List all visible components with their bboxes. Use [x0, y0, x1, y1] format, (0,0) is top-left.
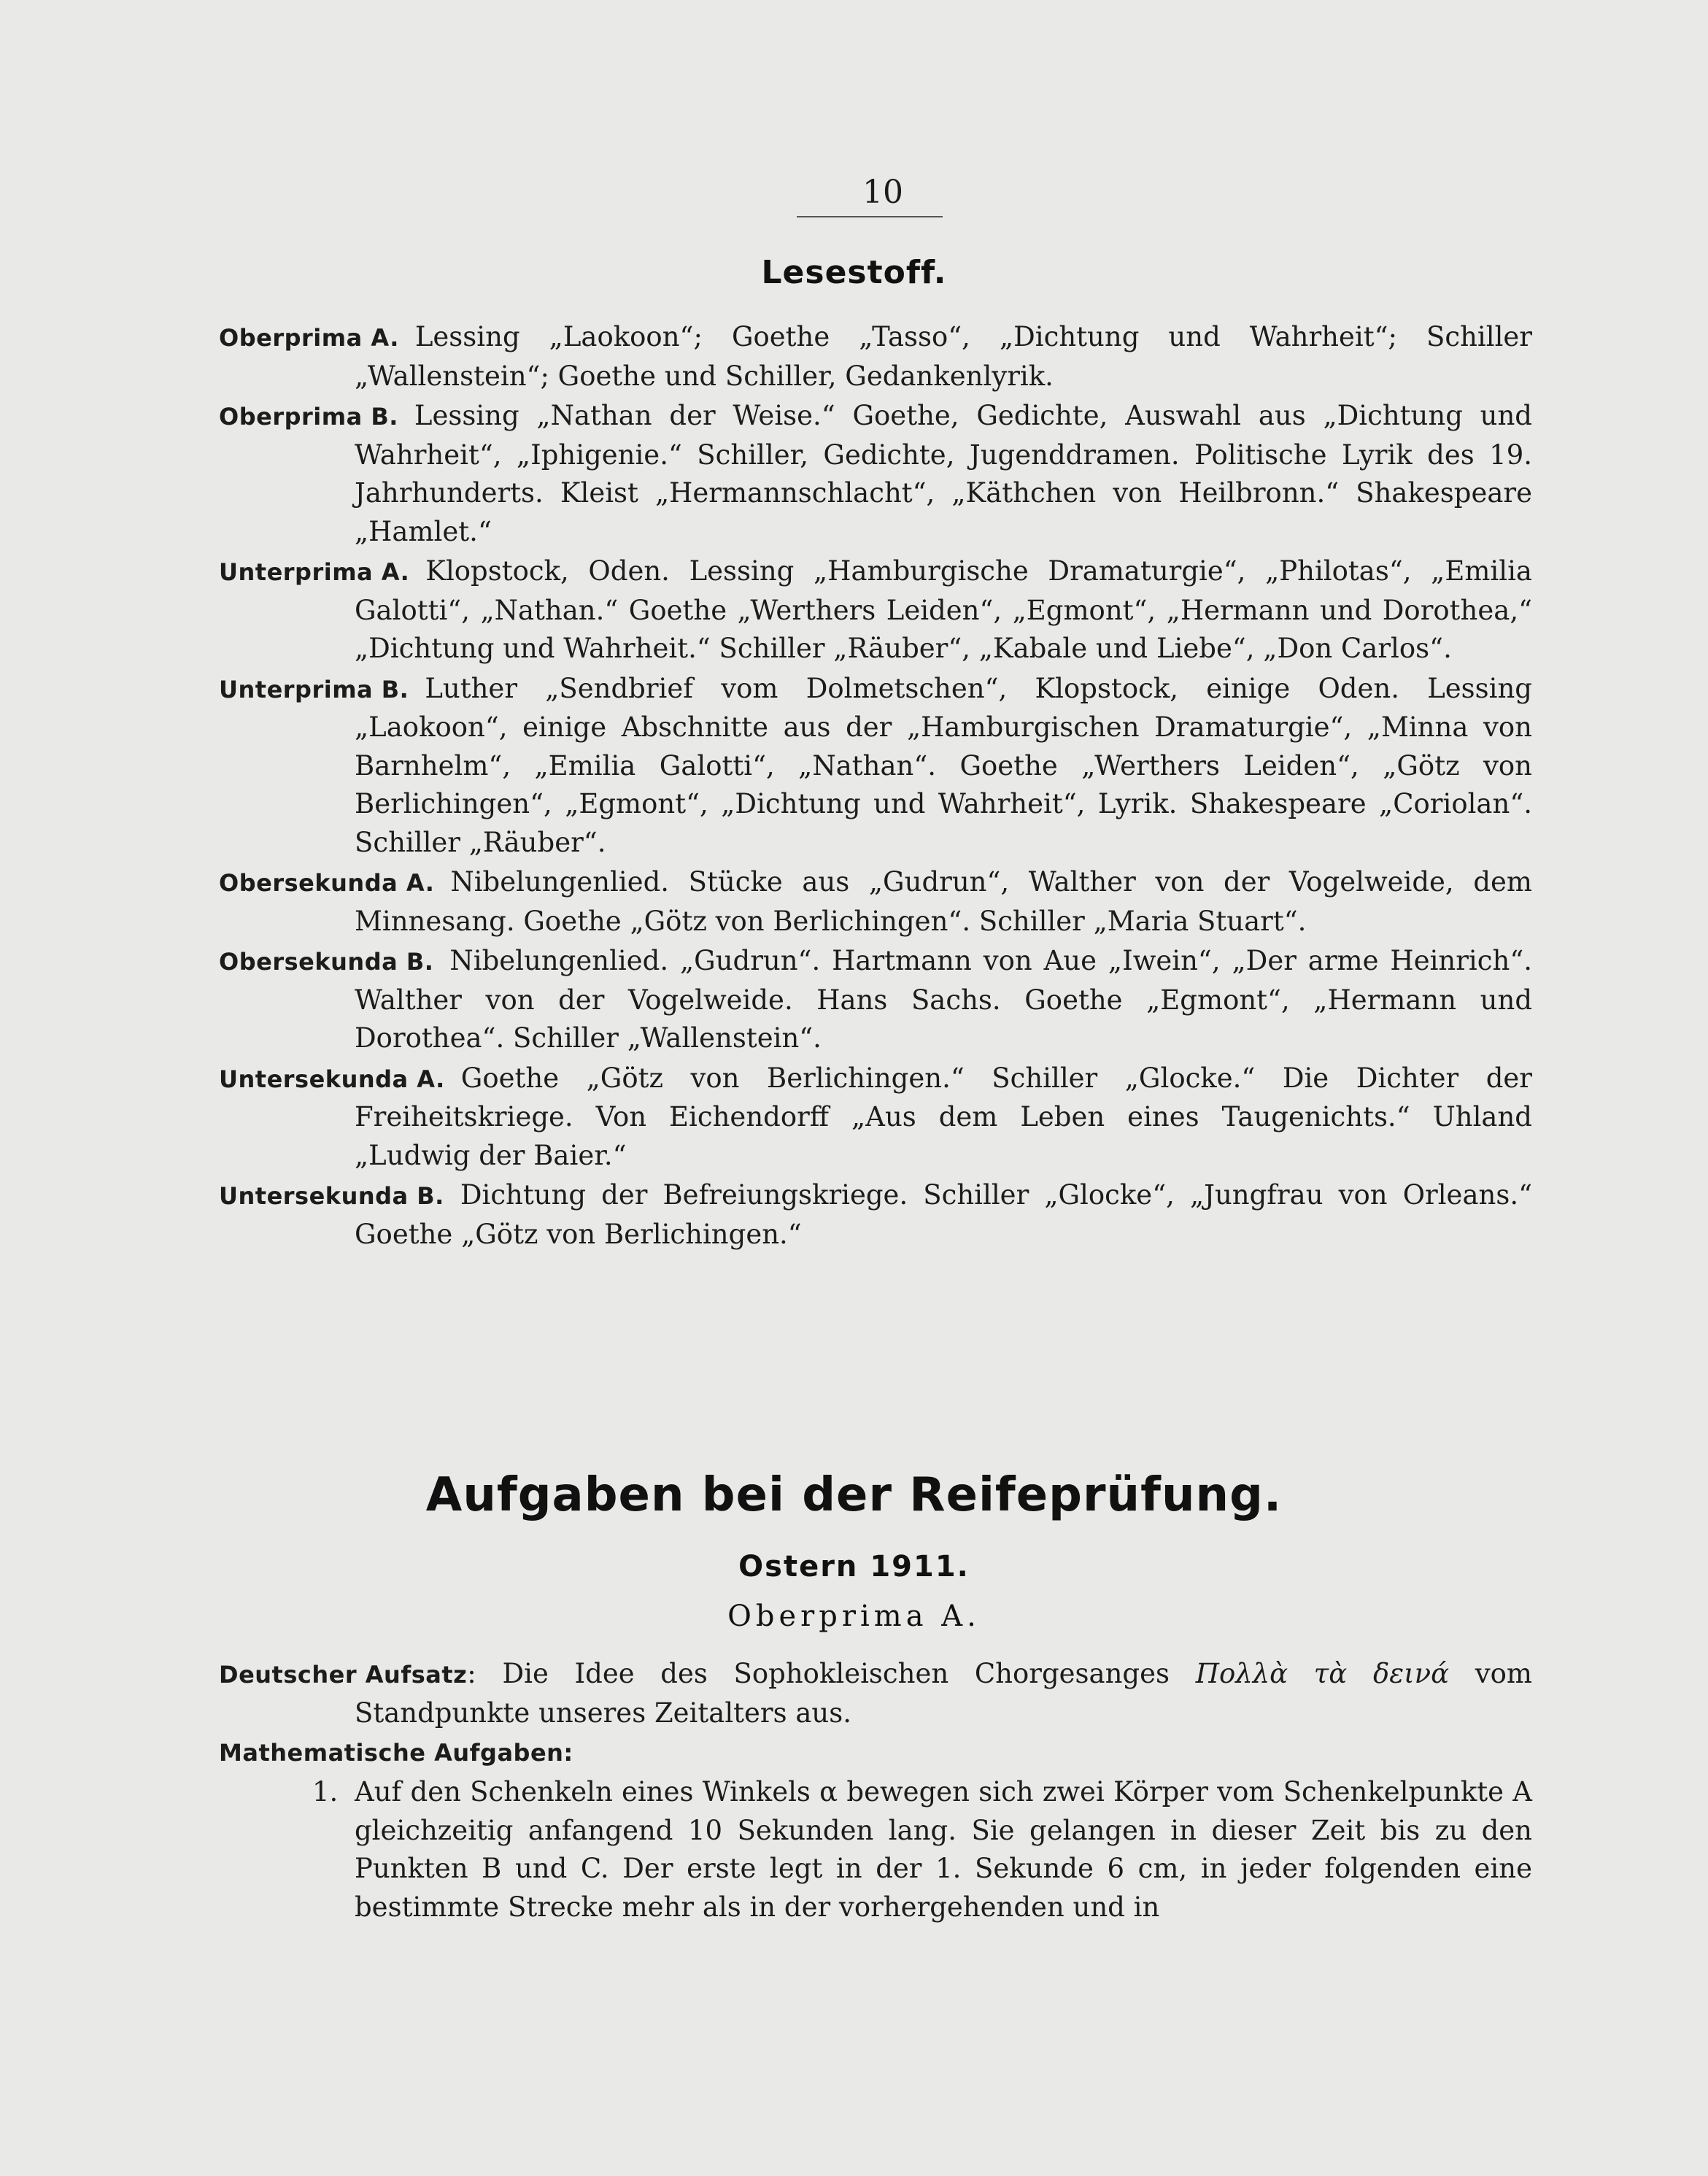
entry-text: Lessing „Nathan der Weise.“ Goethe, Gedichte, Auswahl aus „Dichtung und Wahrheit“, „Iphigenie.“ Schiller, Gedichte, Jugenddramen. Politische Lyrik des 19. Jahrhunderts. Kleist „Hermannschlacht“, „Käthchen von Heilbronn.“ Shakespeare „Hamlet.“ [355, 400, 1532, 547]
deutscher-aufsatz [219, 1655, 1532, 1732]
aufsatz-text-part2: vom Standpunkte unseres Zeitalters aus. [355, 1658, 1533, 1729]
entry-text: Luther „Sendbrief vom Dolmetschen“, Klopstock, einige Oden. Lessing „Laokoon“, einige Abschnitte aus der „Hamburgischen Dramaturgie“, „Minna von Barnhelm“, „Emilia Galotti“, „Nathan“. Goethe „Werthers Leiden“, „Götz von Berlichingen“, „Egmont“, „Dichtung und Wahrheit“, Lyrik. Shakespeare „Coriolan“. Schiller „Räuber“. [355, 672, 1532, 858]
entry-text: Goethe „Götz von Berlichingen.“ Schiller „Glocke.“ Die Dichter der Freiheitskriege. Von Eichendorff „Aus dem Leben eines Taugenichts.“ Uhland „Ludwig der Baier.“ [355, 1062, 1532, 1171]
aufsatz-text-part1: : Die Idee des Sophokleischen Chorgesanges [467, 1658, 1170, 1689]
entry-text: Lessing „Laokoon“; Goethe „Tasso“, „Dichtung und Wahrheit“; Schiller „Wallenstein“; Goethe und Schiller, Gedankenlyrik. [355, 321, 1532, 392]
entry-label: Untersekunda A. [219, 1065, 445, 1093]
lesestoff-entry-obersekunda-a [219, 863, 1532, 941]
lesestoff-entry-unterprima-a [219, 552, 1532, 668]
entry-label: Unterprima A. [219, 558, 410, 586]
page-number-rule [797, 216, 943, 217]
entry-text: Dichtung der Befreiungskriege. Schiller „Glocke“, „Jungfrau von Orleans.“ Goethe „Götz von Berlichingen.“ [355, 1179, 1532, 1250]
entry-label: Obersekunda A. [219, 869, 435, 897]
lesestoff-entry-oberprima-b [219, 397, 1532, 551]
page-number: 10 [862, 174, 903, 211]
entry-label: Unterprima B. [219, 675, 409, 703]
problem-text: Auf den Schenkeln eines Winkels α bewegen sich zwei Körper vom Schenkelpunkte A gleichzeitig anfangend 10 Sekunden lang. Sie gelangen in dieser Zeit bis zu den Punkten B und C. Der erste legt in der 1. Sekunde 6 cm, in jeder folgenden eine bestimmte Strecke mehr als in der vorhergehenden und in [355, 1776, 1532, 1923]
lesestoff-entry-obersekunda-b [219, 942, 1532, 1058]
entry-text: Klopstock, Oden. Lessing „Hamburgische Dramaturgie“, „Philotas“, „Emilia Galotti“, „Nathan.“ Goethe „Werthers Leiden“, „Egmont“, „Hermann und Dorothea,“ „Dichtung und Wahrheit.“ Schiller „Räuber“, „Kabale und Liebe“, „Don Carlos“. [355, 555, 1532, 664]
entry-text: Nibelungenlied. Stücke aus „Gudrun“, Walther von der Vogelweide, dem Minnesang. Goethe „Götz von Berlichingen“. Schiller „Maria Stuart“. [355, 866, 1532, 937]
entry-label: Obersekunda B. [219, 948, 434, 976]
entry-label: Untersekunda B. [219, 1182, 444, 1210]
exam-class-heading: Oberprima A. [727, 1600, 981, 1633]
lesestoff-entry-oberprima-a [219, 318, 1532, 396]
lesestoff-heading: Lesestoff. [761, 254, 947, 291]
aufgaben-section [219, 1655, 1532, 1926]
lesestoff-list [219, 318, 1532, 1255]
aufsatz-label: Deutscher Aufsatz [219, 1661, 468, 1689]
aufsatz-greek-quote: Πολλὰ τὰ δεινά [1195, 1658, 1450, 1689]
entry-label: Oberprima B. [219, 403, 398, 431]
problem-number: 1. [312, 1776, 339, 1807]
entry-label: Oberprima A. [219, 324, 399, 352]
aufgaben-heading: Aufgaben bei der Reifeprüfung. [425, 1468, 1283, 1522]
math-tasks-label: Mathematische Aufgaben: [219, 1739, 573, 1767]
math-problem [219, 1773, 1532, 1926]
entry-text: Nibelungenlied. „Gudrun“. Hartmann von Aue „Iwein“, „Der arme Heinrich“. Walther von der Vogelweide. Hans Sachs. Goethe „Egmont“, „Hermann und Dorothea“. Schiller „Wallenstein“. [355, 945, 1532, 1054]
lesestoff-entry-untersekunda-b [219, 1176, 1532, 1254]
exam-term-heading: Ostern 1911. [738, 1550, 970, 1583]
lesestoff-entry-unterprima-b [219, 670, 1532, 863]
lesestoff-entry-untersekunda-a [219, 1060, 1532, 1176]
